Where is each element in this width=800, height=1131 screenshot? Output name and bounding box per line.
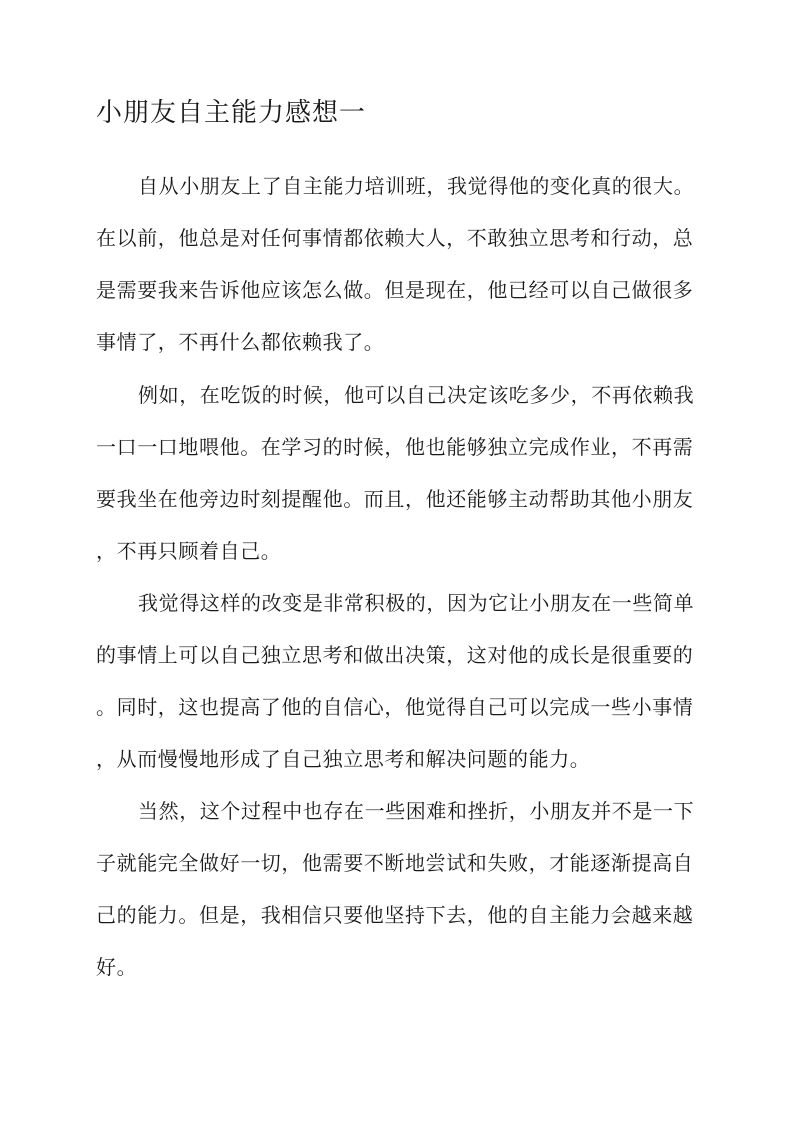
paragraph-line: 。同时，这也提高了他的自信心，他觉得自己可以完成一些小事情 bbox=[96, 695, 694, 719]
paragraph-line: 当然，这个过程中也存在一些困难和挫折，小朋友并不是一下 bbox=[138, 799, 695, 823]
paragraph-line: 例如，在吃饭的时候，他可以自己决定该吃多少，不再依赖我 bbox=[138, 383, 695, 407]
paragraph-line: ，从而慢慢地形成了自己独立思考和解决问题的能力。 bbox=[96, 747, 591, 771]
paragraph-line: 的事情上可以自己独立思考和做出决策，这对他的成长是很重要的 bbox=[96, 643, 694, 667]
paragraph-line: 己的能力。但是，我相信只要他坚持下去，他的自主能力会越来越 bbox=[96, 903, 694, 927]
paragraph-line: ，不再只顾着自己。 bbox=[96, 539, 282, 563]
paragraph-line: 要我坐在他旁边时刻提醒他。而且，他还能够主动帮助其他小朋友 bbox=[96, 487, 694, 511]
paragraph-line: 子就能完全做好一切，他需要不断地尝试和失败，才能逐渐提高自 bbox=[96, 851, 694, 875]
paragraph-line: 在以前，他总是对任何事情都依赖大人，不敢独立思考和行动，总 bbox=[96, 226, 694, 250]
document-title: 小朋友自主能力感想一 bbox=[96, 98, 367, 128]
paragraph-3 bbox=[96, 577, 716, 785]
paragraph-1 bbox=[96, 160, 716, 368]
paragraph-line: 一口一口地喂他。在学习的时候，他也能够独立完成作业，不再需 bbox=[96, 435, 694, 459]
paragraph-line: 自从小朋友上了自主能力培训班，我觉得他的变化真的很大。 bbox=[138, 174, 695, 198]
paragraph-line: 我觉得这样的改变是非常积极的，因为它让小朋友在一些简单 bbox=[138, 591, 695, 615]
paragraph-line: 好。 bbox=[96, 955, 138, 979]
paragraph-4 bbox=[96, 785, 716, 993]
paragraph-line: 事情了，不再什么都依赖我了。 bbox=[96, 330, 385, 354]
paragraph-2 bbox=[96, 369, 716, 577]
paragraph-line: 是需要我来告诉他应该怎么做。但是现在，他已经可以自己做很多 bbox=[96, 278, 694, 302]
